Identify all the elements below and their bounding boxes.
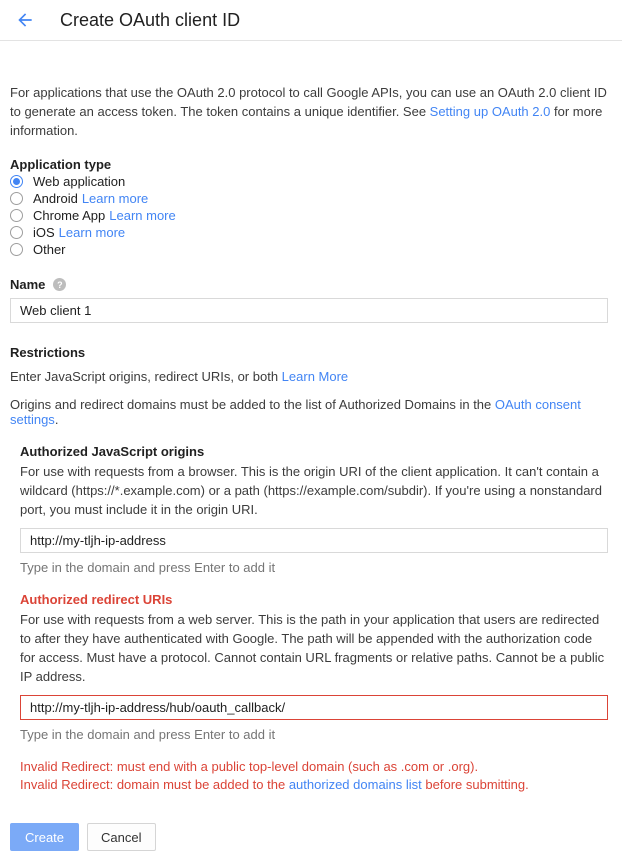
learn-more-link[interactable]: Learn more [58,224,126,240]
error-text-after: before submitting. [421,776,529,792]
form-actions [10,823,612,851]
js-origins-helper: Type in the domain and press Enter to add it [20,560,276,575]
create-button[interactable]: Create [10,823,79,851]
restrictions-section [10,345,612,427]
application-type-label: Application type [10,157,112,172]
error-message-domain [20,776,612,794]
error-message-tld: Invalid Redirect: must end with a public top-level domain (such as .com or .org). [20,759,479,774]
radio-icon[interactable] [10,209,23,222]
radio-label: Other [33,241,66,257]
radio-label: Web application [33,173,126,189]
radio-label: Android [33,190,78,206]
radio-chrome-app[interactable] [10,207,612,223]
redirect-uris-title: Authorized redirect URIs [20,592,173,607]
radio-android[interactable] [10,190,612,206]
js-origins-input[interactable] [20,528,608,553]
radio-ios[interactable] [10,224,612,240]
validation-errors [20,758,612,793]
oauth-consent-settings-link[interactable]: OAuth consent settings [10,397,581,427]
redirect-uris-helper: Type in the domain and press Enter to add it [20,727,276,742]
restrictions-line2-suffix: . [54,412,59,427]
redirect-uris-description: For use with requests from a web server. This is the path in your application that users are redirected to after they have authenticated with Google. The path will be appended with the authorization code for access. Must have a protocol. Cannot contain URL fragments or relative paths. Cannot be a public IP address. [20,612,605,684]
radio-label: iOS [33,224,55,240]
js-origins-title: Authorized JavaScript origins [20,444,205,459]
learn-more-link[interactable]: Learn more [81,190,149,206]
back-arrow-icon[interactable] [14,9,36,31]
page-header [0,0,622,41]
intro-text: For applications that use the OAuth 2.0 protocol to call Google APIs, you can use an OAuth 2.0 client ID to generate an access token. The token contains a unique identifier. See [10,85,607,119]
restrictions-line2 [10,397,612,427]
radio-icon[interactable] [10,175,23,188]
authorized-domains-list-link[interactable]: authorized domains list [288,776,422,792]
redirect-uris-input[interactable] [20,695,608,720]
intro-paragraph [10,83,608,140]
restrictions-learn-more-link[interactable]: Learn More [281,369,349,384]
js-origins-description: For use with requests from a browser. This is the origin URI of the client application. It can't contain a wildcard (https://*.example.com) or a path (https://example.com/subdir). If you're using a nonstandard port, you must include it in the origin URI. [20,464,602,517]
cancel-button[interactable]: Cancel [87,823,155,851]
radio-icon[interactable] [10,192,23,205]
name-input[interactable] [10,298,608,323]
page-title: Create OAuth client ID [60,9,241,30]
radio-label: Chrome App [33,207,106,223]
application-type-section [10,157,612,257]
error-text-before: Invalid Redirect: domain must be added to the [20,776,289,792]
radio-other[interactable] [10,241,612,257]
name-label: Name [10,277,46,292]
name-section [10,277,612,323]
radio-icon[interactable] [10,243,23,256]
restrictions-line2-text: Origins and redirect domains must be added to the list of Authorized Domains in the [10,397,495,412]
learn-more-link[interactable]: Learn more [109,207,176,223]
help-icon[interactable] [53,278,66,291]
restrictions-line1-text: Enter JavaScript origins, redirect URIs, or both [10,369,282,384]
radio-web-application[interactable] [10,173,612,189]
js-origins-section [20,444,612,575]
intro-text-after: for more information. [10,104,603,138]
setting-up-oauth-link[interactable]: Setting up OAuth 2.0 [429,104,551,119]
radio-icon[interactable] [10,226,23,239]
redirect-uris-section [20,592,612,742]
restrictions-line1 [10,369,612,384]
restrictions-title: Restrictions [10,345,86,360]
